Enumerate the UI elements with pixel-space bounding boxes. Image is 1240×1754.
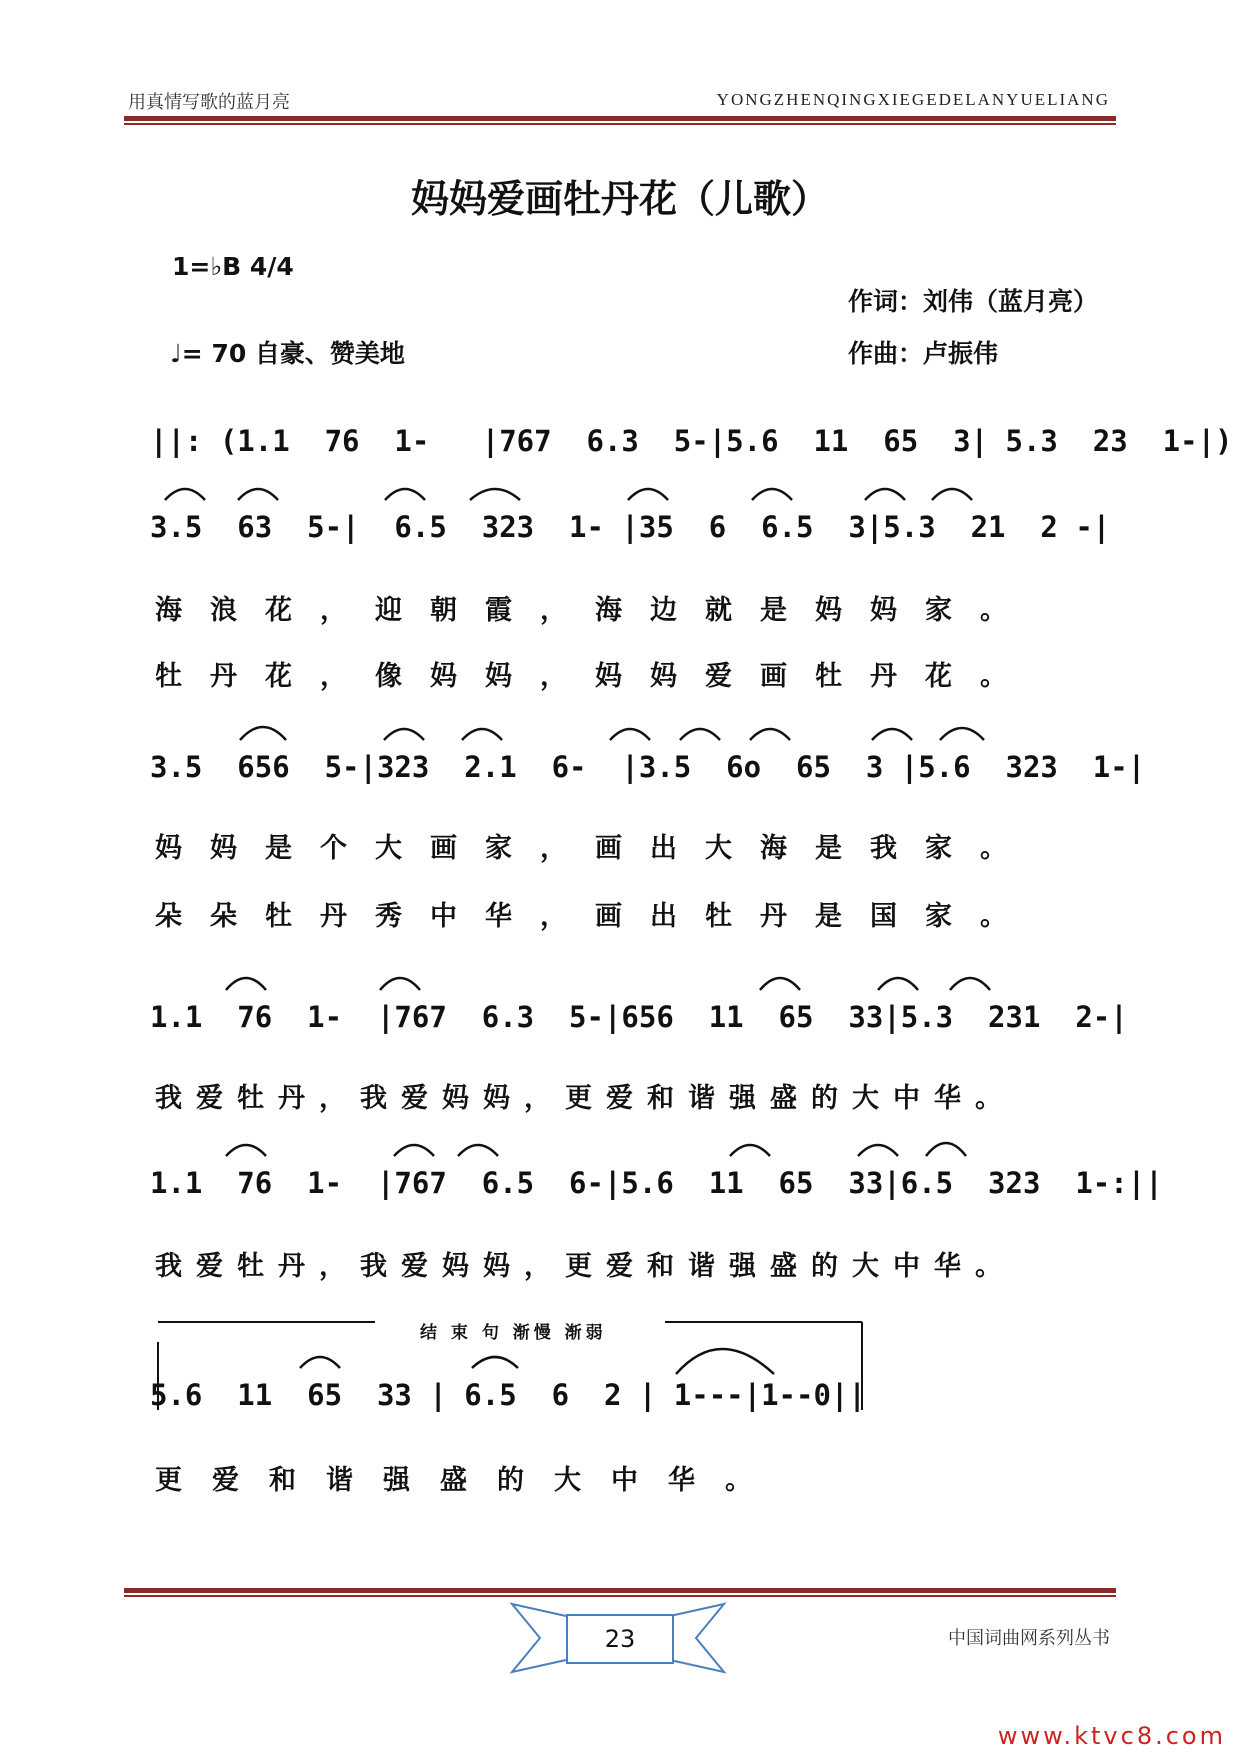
header-left-title: 用真情写歌的蓝月亮: [128, 92, 290, 113]
lyric-line-2b: 朵朵牡丹秀中华，画出牡丹是国家。: [155, 901, 1035, 932]
tempo-marking: ♩= 70 自豪、赞美地: [170, 339, 405, 368]
notes-line-2: 3.5 656 5-|323 2.1 6- |3.5 6o 65 3 |5.6 323 1-|: [150, 750, 1146, 784]
notes-line-3: 1.1 76 1- |767 6.3 5-|656 11 65 33|5.3 231 2-|: [150, 1000, 1128, 1034]
page-number: 23: [566, 1614, 674, 1664]
lyric-line-3: 我爱牡丹，我爱妈妈，更爱和谐强盛的大中华。: [155, 1083, 1016, 1114]
notes-intro: ||: (1.1 76 1- |767 6.3 5-|5.6 11 65 3| 5.3 23 1-|): [150, 424, 1233, 458]
notes-line-1: 3.5 63 5-| 6.5 323 1- |35 6 6.5 3|5.3 21 2 -|: [150, 510, 1111, 544]
lyric-line-2a: 妈妈是个大画家，画出大海是我家。: [155, 833, 1035, 864]
ending-label: 结 束 句 渐慢 渐弱: [420, 1323, 607, 1343]
notes-line-5: 5.6 11 65 33 | 6.5 6 2 | 1---|1--0||: [150, 1378, 866, 1412]
lyric-line-4: 我爱牡丹，我爱妈妈，更爱和谐强盛的大中华。: [155, 1251, 1016, 1282]
lyric-line-1b: 牡丹花，像妈妈，妈妈爱画牡丹花。: [155, 661, 1035, 692]
footer-series: 中国词曲网系列丛书: [948, 1628, 1110, 1649]
site-watermark: www.ktvc8.com: [997, 1722, 1226, 1750]
notes-line-4: 1.1 76 1- |767 6.5 6-|5.6 11 65 33|6.5 323 1-:||: [150, 1166, 1163, 1200]
lyric-line-5: 更爱和谐强盛的大中华。: [155, 1465, 782, 1496]
header-right-pinyin: YONGZHENQINGXIEGEDELANYUELIANG: [716, 90, 1110, 109]
song-title: 妈妈爱画牡丹花（儿歌）: [410, 177, 829, 221]
lyric-line-1a: 海浪花，迎朝霞，海边就是妈妈家。: [155, 595, 1035, 626]
lyricist: 作词：刘伟（蓝月亮）: [848, 287, 1099, 316]
key-signature: 1=♭B 4/4: [172, 252, 294, 281]
composer: 作曲：卢振伟: [848, 339, 999, 368]
